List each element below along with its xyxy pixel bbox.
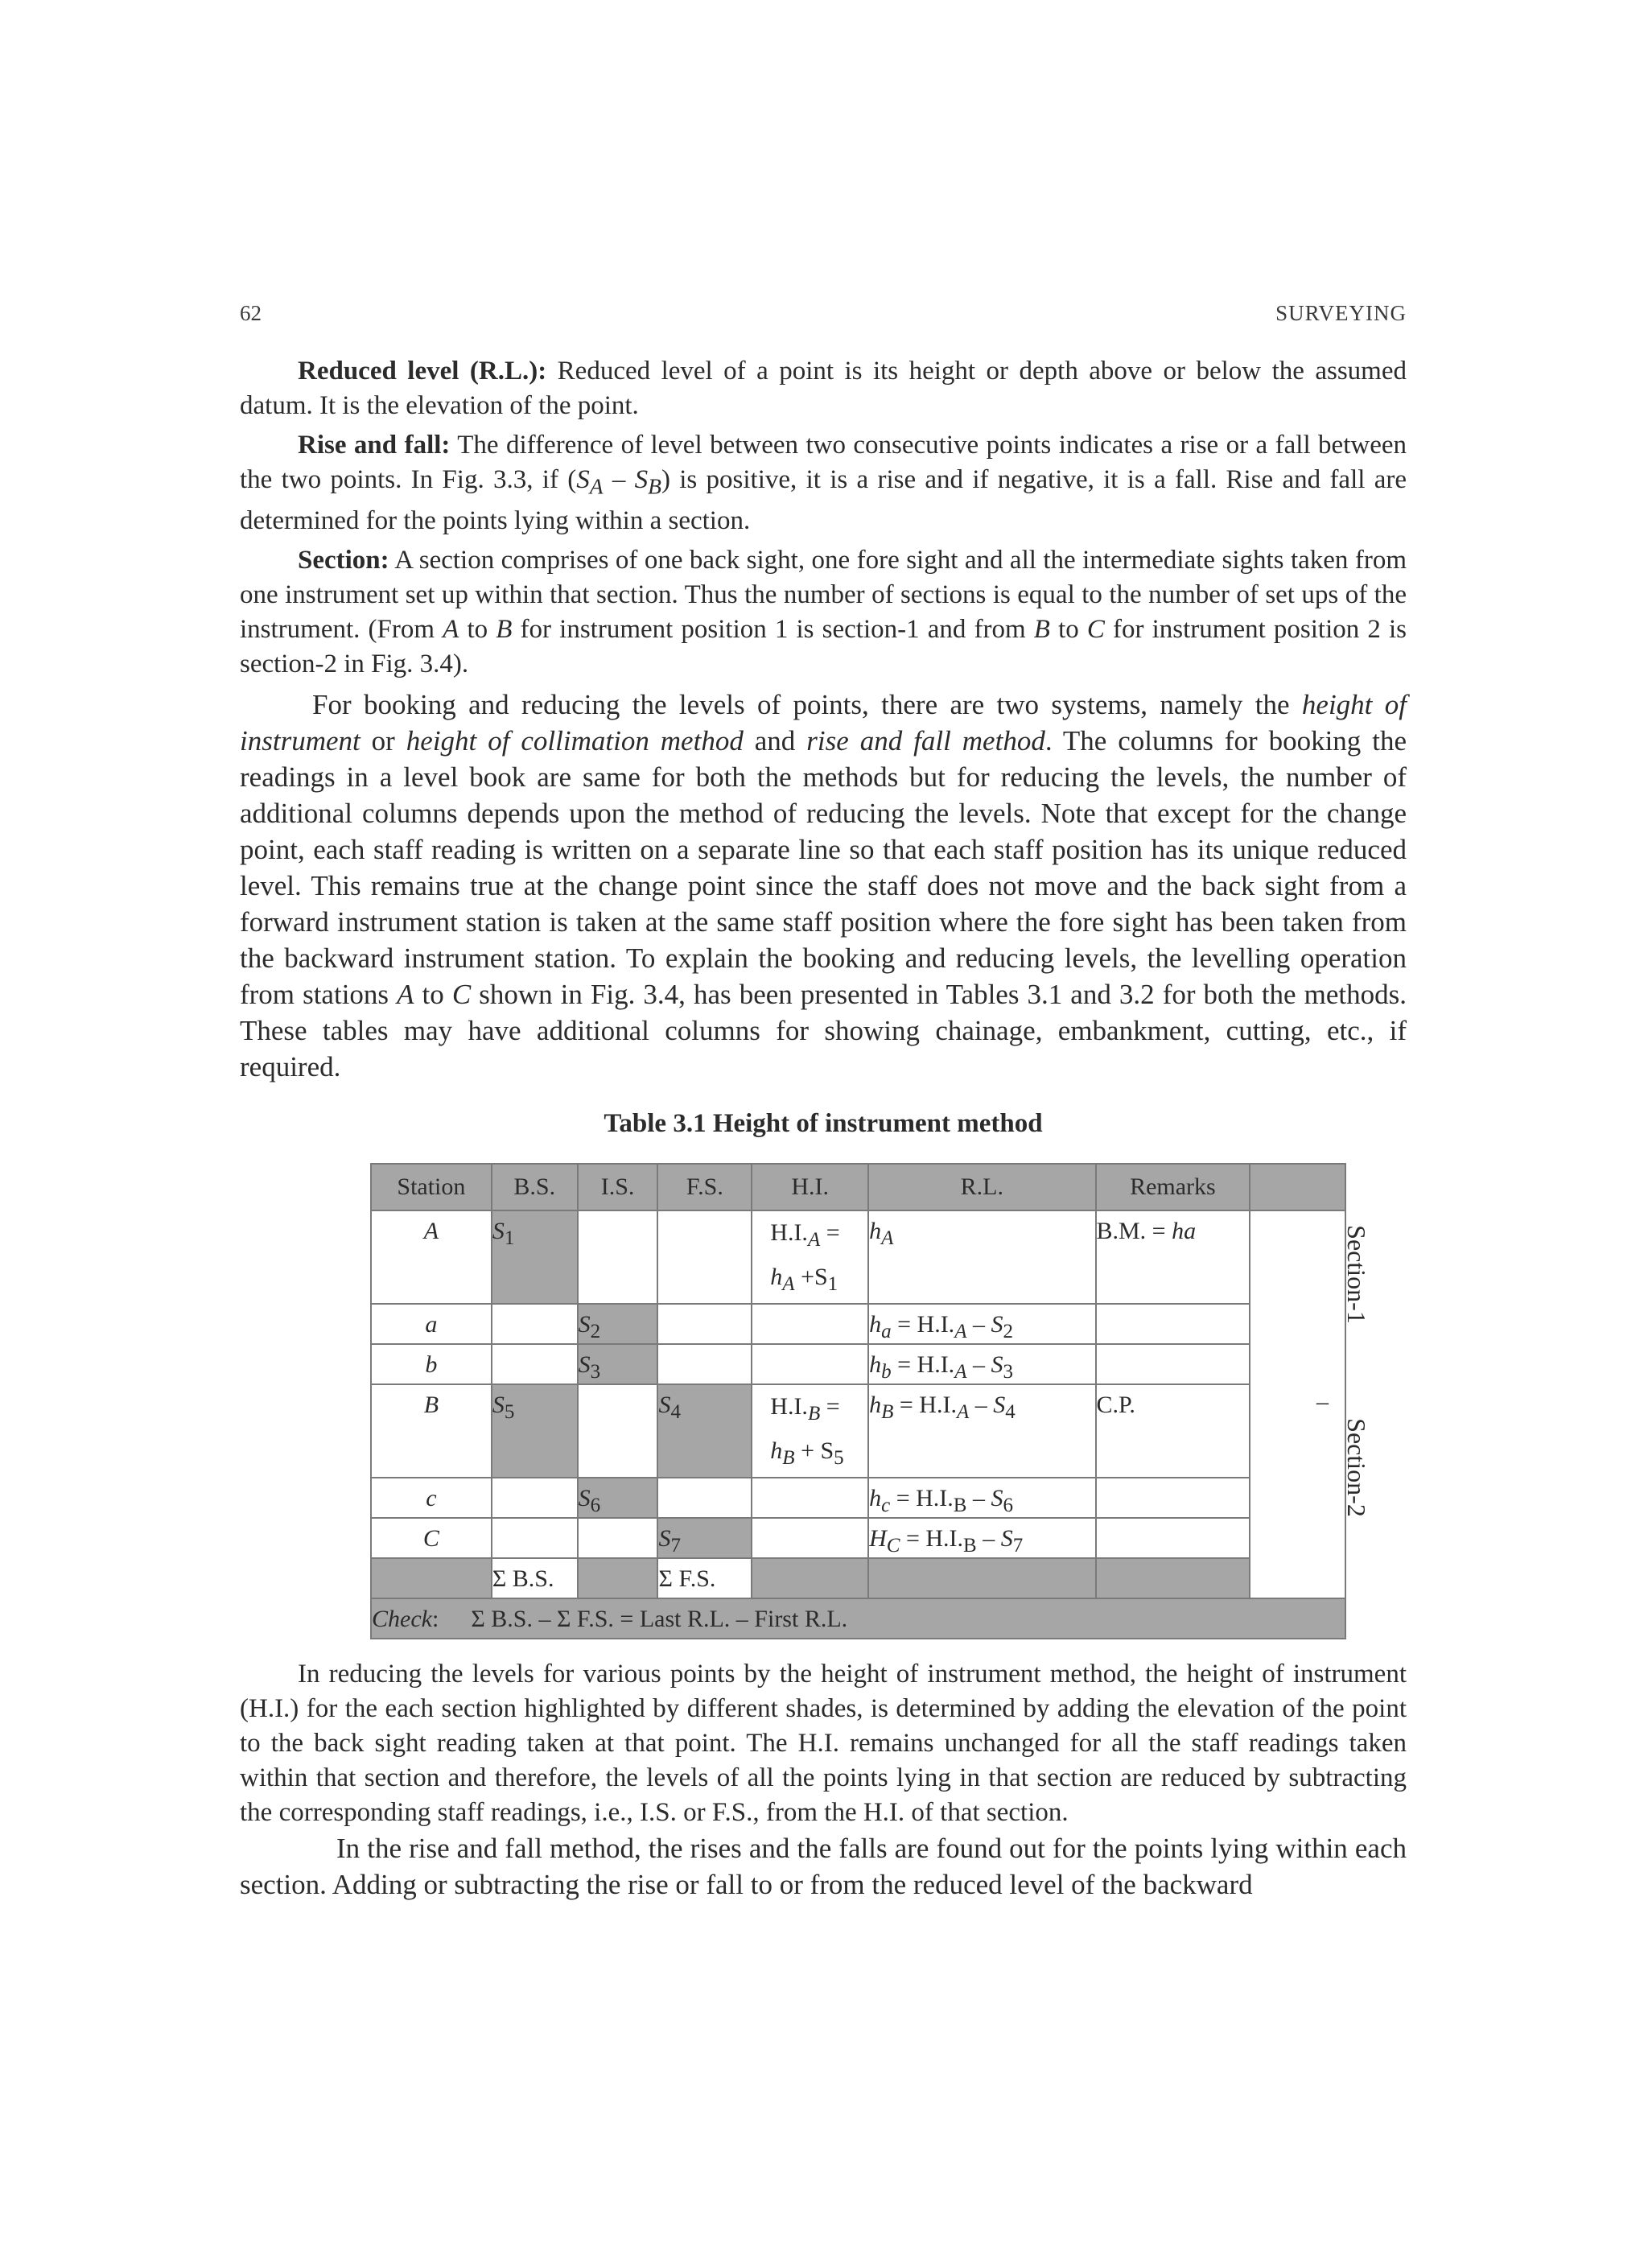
text: ) is positive, it is a rise and if negative, it is a fall. Rise and fall are determined for the points lying within a section. <box>240 465 1407 535</box>
text: – <box>966 1350 991 1378</box>
sub: a <box>881 1320 892 1342</box>
table-row <box>371 1344 1345 1384</box>
sub: 5 <box>834 1446 844 1469</box>
text: – <box>966 1310 991 1338</box>
paragraph-rise-and-fall <box>240 428 1407 538</box>
sym: S <box>578 1350 591 1378</box>
sub: B <box>881 1400 894 1423</box>
cell-hi <box>752 1344 868 1384</box>
cell-is <box>578 1344 658 1384</box>
header-hi: H.I. <box>752 1164 868 1210</box>
sym: C <box>451 978 472 1010</box>
text: = H.I. <box>893 1391 957 1418</box>
sub: A <box>782 1272 795 1295</box>
cell-hi <box>752 1384 868 1478</box>
text: +S <box>794 1263 828 1290</box>
hi-line1: H.I. <box>770 1392 808 1420</box>
cell-remarks <box>1096 1304 1250 1344</box>
header-rl: R.L. <box>868 1164 1095 1210</box>
cell-station <box>371 1210 492 1304</box>
running-title: SURVEYING <box>1275 301 1407 325</box>
text: A section comprises of one back sight, one fore sight and all the intermediate sights taken from one instrument set up within that section. Thus the number of sections is equal to the number of set ups of the instrument. (From <box>240 545 1407 644</box>
cell-rl <box>868 1344 1095 1384</box>
page-number: 62 <box>240 301 262 325</box>
sub: A <box>956 1400 970 1423</box>
sub: 1 <box>827 1272 838 1295</box>
sym: S <box>576 465 590 494</box>
cell-sum-hi <box>752 1558 868 1598</box>
text: Reduced level of a point is its height or depth above or below the assumed datum. It is the elevation of the point. <box>240 357 1407 420</box>
cell-bs <box>492 1344 578 1384</box>
cell-station <box>371 1478 492 1518</box>
sub: C <box>886 1534 900 1557</box>
sub: A <box>807 1228 821 1251</box>
check-row <box>371 1598 1345 1639</box>
text: or <box>360 724 406 757</box>
sub: 5 <box>504 1400 515 1423</box>
sub: 2 <box>1003 1320 1013 1342</box>
cell-is <box>578 1518 658 1558</box>
sub: A <box>954 1320 967 1342</box>
sub: 4 <box>670 1400 681 1423</box>
station: b <box>425 1350 438 1378</box>
cell-sum-station <box>371 1558 492 1598</box>
text: and <box>743 724 807 757</box>
header-fs: F.S. <box>657 1164 752 1210</box>
cell-fs <box>657 1344 752 1384</box>
section-2-text: Section-2 <box>1341 1417 1371 1517</box>
sym: A <box>397 978 414 1010</box>
sub: c <box>881 1494 891 1516</box>
header-station: Station <box>371 1164 492 1210</box>
sym: h <box>770 1263 783 1290</box>
sub: B <box>963 1534 977 1557</box>
cell-is <box>578 1304 658 1344</box>
sym: S <box>1000 1524 1013 1552</box>
paragraph-section <box>240 543 1407 682</box>
cell-rl <box>868 1210 1095 1304</box>
paragraph-reduced-level <box>240 354 1407 423</box>
term-reduced-level: Reduced level (R.L.): <box>298 357 547 386</box>
sub: A <box>589 473 604 499</box>
cell-bs <box>492 1518 578 1558</box>
text: = H.I. <box>900 1524 964 1552</box>
cell-sum-is <box>578 1558 658 1598</box>
sym: h <box>770 1437 783 1464</box>
term-rise-and-fall: Rise and fall: <box>298 431 451 460</box>
sub: 1 <box>504 1227 515 1249</box>
sub: 7 <box>670 1534 681 1557</box>
sym: S <box>492 1391 505 1418</box>
header-blank <box>1250 1164 1345 1210</box>
cell-sum-rl <box>868 1558 1095 1598</box>
station: c <box>426 1484 437 1511</box>
sub: B <box>807 1402 821 1425</box>
cell-hi <box>752 1518 868 1558</box>
em: rise and fall method <box>806 724 1045 757</box>
paragraph-after-table-2: In the rise and fall method, the rises and the falls are found out for the points lying within each section. Adding or subtracting the rise or fall to or from the reduced level of the backward <box>240 1832 1407 1900</box>
text: = H.I. <box>891 1310 955 1338</box>
text: = <box>820 1392 840 1420</box>
text: to <box>1049 614 1087 644</box>
sym: h <box>869 1310 882 1338</box>
sym: S <box>492 1217 505 1244</box>
header-remarks: Remarks <box>1096 1164 1250 1210</box>
sub: A <box>881 1227 894 1249</box>
cell-is <box>578 1210 658 1304</box>
sub: 6 <box>1003 1494 1013 1516</box>
table-title: Table 3.1 Height of instrument method <box>604 1108 1043 1138</box>
term-section: Section: <box>298 545 389 575</box>
text: shown in Fig. 3.4, has been presented in Tables 3.1 and 3.2 for both the methods. These tables may have additional columns for showing chainage, embankment, cutting, etc., if required. <box>240 978 1407 1082</box>
sum-row <box>371 1558 1345 1598</box>
cell-rl <box>868 1304 1095 1344</box>
sym: A <box>443 614 459 644</box>
station: B <box>423 1391 439 1418</box>
paragraph-after-table-1: In reducing the levels for various points by the height of instrument method, the height of instrument (H.I.) for the each section highlighted by different shades, is determined by adding the elevation of the point to the back sight reading taken at that point. The H.I. remains unchanged for all the staff readings taken within that section and therefore, the levels of all the points lying in that section are reduced by subtracting the corresponding staff readings, i.e., I.S. or F.S., from the H.I. of that section. <box>240 1659 1407 1827</box>
sym: S <box>993 1391 1006 1418</box>
cell-station <box>371 1344 492 1384</box>
cell-bs <box>492 1210 578 1304</box>
check-label: Check <box>372 1605 432 1632</box>
header-bs: B.S. <box>492 1164 578 1210</box>
sym: S <box>991 1484 1003 1511</box>
table-row <box>371 1210 1345 1304</box>
sym: H <box>869 1524 887 1552</box>
cell-hi <box>752 1210 868 1304</box>
sub: B <box>953 1494 967 1516</box>
text: – <box>966 1484 991 1511</box>
cell-bs <box>492 1478 578 1518</box>
remarks: B.M. = <box>1096 1217 1172 1244</box>
text: to <box>459 614 496 644</box>
station: C <box>422 1524 439 1552</box>
cell-fs <box>657 1518 752 1558</box>
text: – <box>969 1391 994 1418</box>
cell-sum-bs: Σ B.S. <box>492 1558 578 1598</box>
sub: A <box>954 1360 967 1383</box>
check-formula: Σ B.S. – Σ F.S. = Last R.L. – First R.L. <box>471 1605 848 1632</box>
sub: B <box>648 473 661 499</box>
cell-is <box>578 1478 658 1518</box>
cell-hi <box>752 1304 868 1344</box>
table-header-row <box>371 1164 1345 1210</box>
text: to <box>414 978 452 1010</box>
sub: 3 <box>590 1360 601 1383</box>
cell-remarks <box>1096 1478 1250 1518</box>
text: For booking and reducing the levels of points, there are two systems, namely the <box>312 688 1302 720</box>
table-row <box>371 1478 1345 1518</box>
em: height of collimation method <box>406 724 744 757</box>
cell-fs <box>657 1478 752 1518</box>
cell-fs <box>657 1210 752 1304</box>
text: = <box>820 1219 840 1246</box>
sym: S <box>634 465 649 494</box>
cell-remarks <box>1096 1210 1250 1304</box>
text: + S <box>794 1437 834 1464</box>
sub: 6 <box>590 1494 601 1516</box>
page-header <box>240 301 1407 333</box>
cell-remarks <box>1096 1344 1250 1384</box>
sym: S <box>578 1484 591 1511</box>
table-row <box>371 1304 1345 1344</box>
em: height of instrument <box>240 688 1407 757</box>
section-1-label <box>1307 1224 1371 1348</box>
sub: 3 <box>1003 1360 1013 1383</box>
text: – <box>603 465 635 494</box>
cell-fs <box>657 1304 752 1344</box>
cell-bs <box>492 1384 578 1478</box>
sub: 2 <box>590 1320 601 1342</box>
cell-sum-fs: Σ F.S. <box>657 1558 752 1598</box>
section-2-label <box>1307 1417 1371 1541</box>
cell-sum-remarks <box>1096 1558 1250 1598</box>
sub: b <box>881 1360 892 1383</box>
level-book-table <box>370 1163 1371 1639</box>
sym: h <box>869 1217 882 1244</box>
page-body <box>240 354 1407 1903</box>
cell-fs <box>657 1384 752 1478</box>
hi-line1: H.I. <box>770 1219 808 1246</box>
text: for instrument position 2 is section-2 in Fig. 3.4). <box>240 614 1407 678</box>
cell-remarks <box>1096 1384 1250 1478</box>
text: = H.I. <box>890 1484 954 1511</box>
sym: S <box>658 1391 671 1418</box>
table-row <box>371 1384 1345 1478</box>
text: – <box>976 1524 1001 1552</box>
cell-hi <box>752 1478 868 1518</box>
sym: h <box>869 1391 882 1418</box>
text: The difference of level between two consecutive points indicates a rise or a fall between the two points. In Fig. 3.3, if ( <box>240 431 1407 494</box>
check-cell <box>371 1598 1345 1639</box>
text: for instrument position 1 is section-1 and from <box>512 614 1034 644</box>
cell-is <box>578 1384 658 1478</box>
sub: 7 <box>1012 1534 1024 1557</box>
station: A <box>423 1217 439 1244</box>
sub: 4 <box>1005 1400 1016 1423</box>
sym: B <box>496 614 513 644</box>
check-colon: : <box>431 1605 439 1632</box>
sym: S <box>991 1310 1003 1338</box>
remarks-italic: ha <box>1172 1217 1197 1244</box>
section-divider-dash: – <box>1316 1388 1329 1415</box>
section-1-text: Section-1 <box>1341 1224 1371 1324</box>
sub: B <box>782 1446 795 1469</box>
station: a <box>425 1310 438 1338</box>
sym: B <box>1033 614 1050 644</box>
cell-station <box>371 1304 492 1344</box>
sym: S <box>991 1350 1003 1378</box>
header-is: I.S. <box>578 1164 658 1210</box>
sym: S <box>658 1524 671 1552</box>
cell-station <box>371 1384 492 1478</box>
table-row <box>371 1518 1345 1558</box>
cell-remarks <box>1096 1518 1250 1558</box>
cell-rl <box>868 1518 1095 1558</box>
sym: C <box>1086 614 1105 644</box>
remarks: C.P. <box>1096 1391 1135 1418</box>
cell-rl <box>868 1384 1095 1478</box>
cell-station <box>371 1518 492 1558</box>
paragraph-booking <box>240 687 1407 1085</box>
cell-bs <box>492 1304 578 1344</box>
sym: h <box>869 1350 882 1378</box>
sym: h <box>869 1484 882 1511</box>
cell-rl <box>868 1478 1095 1518</box>
text: = H.I. <box>891 1350 955 1378</box>
sym: S <box>578 1310 591 1338</box>
text: . The columns for booking the readings in a level book are same for both the methods but for reducing the levels, the number of additional columns depends upon the method of reducing the levels. Note that except for the change point, each staff reading is written on a separate line so that each staff position has its unique reduced level. This remains true at the change point since the staff does not move and the back sight from a forward instrument station is taken at the same staff position where the fore sight has been taken from the backward instrument station. To explain the booking and reducing levels, the levelling operation from stations <box>240 724 1407 1010</box>
